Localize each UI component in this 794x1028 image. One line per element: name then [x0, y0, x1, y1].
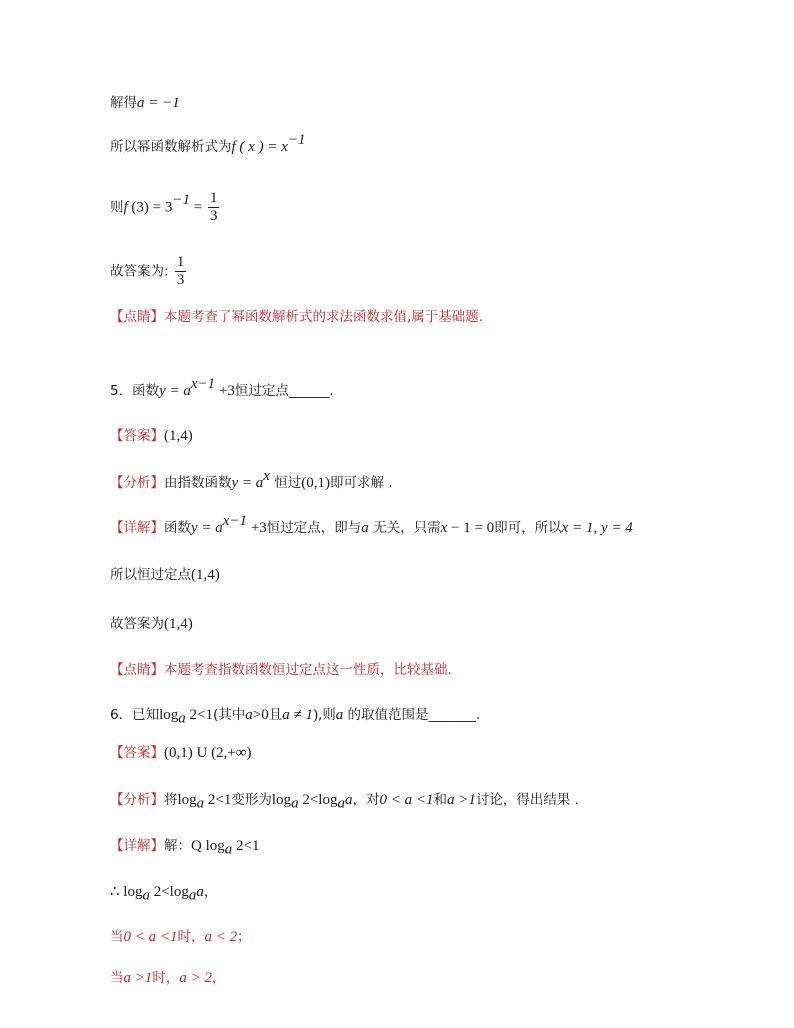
math-expression: log	[177, 792, 197, 808]
math-expression: f	[123, 199, 128, 216]
text-span: 所以幂函数解析式为	[110, 139, 232, 155]
section-label: 【答案】	[110, 428, 164, 444]
math-expression: (0,1)	[301, 475, 330, 491]
text-span: 当	[110, 970, 124, 986]
math-expression: y = a	[231, 475, 264, 491]
text-line-l5	[110, 307, 483, 327]
subscript: a	[178, 710, 186, 727]
superscript: x−1	[222, 512, 248, 529]
text-line-l1	[110, 93, 180, 113]
text-line-l14	[110, 743, 251, 763]
fraction-numerator: 1	[176, 254, 185, 270]
superscript: x	[263, 467, 270, 484]
math-expression: a	[361, 520, 369, 536]
text-span: 即可求解 .	[330, 475, 393, 491]
math-expression: x = 1, y = 4	[561, 520, 633, 536]
math-expression: 2<1	[232, 838, 260, 854]
text-span: ，对	[352, 792, 380, 808]
text-span: 【点睛】本题考查了幂函数解析式的求法函数求值,属于基础题.	[110, 309, 484, 325]
text-span: 讨论，得出结果 .	[475, 792, 579, 808]
math-expression: a ≠ 1	[282, 707, 313, 723]
math-expression: − 1 = 0	[447, 520, 495, 536]
text-line-l7	[110, 426, 193, 446]
text-line-l6	[110, 375, 334, 401]
text-span: 【点睛】本题考查指数函数恒过定点这一性质，比较基础.	[110, 662, 452, 678]
math-expression: a < 2	[204, 929, 238, 945]
math-expression: +3	[247, 520, 267, 536]
text-line-l15	[110, 790, 579, 810]
math-expression: log	[271, 792, 292, 808]
section-label: 【详解】	[110, 838, 164, 854]
text-line-l19	[110, 968, 226, 988]
subscript: a	[337, 795, 345, 812]
text-span: 函数	[164, 520, 191, 536]
math-expression: a >1	[446, 792, 476, 808]
text-line-l16	[110, 836, 259, 856]
text-line-l10	[110, 565, 220, 585]
text-span: 时，	[177, 929, 205, 945]
fraction-denominator: 3	[209, 208, 218, 224]
subscript: a	[188, 887, 197, 904]
text-span: ；	[237, 929, 251, 945]
fraction	[175, 254, 187, 289]
superscript: x−1	[190, 375, 216, 392]
math-expression: log	[159, 707, 179, 723]
math-expression: a	[335, 707, 344, 723]
fraction-numerator: 1	[209, 190, 218, 206]
text-span: 6．已知	[110, 707, 160, 723]
math-expression: x	[440, 520, 448, 536]
math-expression: y = a	[159, 383, 191, 399]
math-expression: =	[190, 199, 206, 216]
math-expression: (3) = 3	[127, 199, 173, 216]
text-line-l9	[110, 512, 633, 538]
text-span: ，	[212, 970, 226, 986]
text-span: 当	[110, 929, 124, 945]
math-expression: Q log	[191, 838, 225, 854]
section-label: 【分析】	[110, 475, 164, 491]
text-span: 解得	[110, 95, 137, 111]
text-span: (其中	[212, 707, 246, 723]
text-span: 时，	[152, 970, 180, 986]
math-expression: y = a	[191, 520, 223, 536]
text-span: ______.	[288, 383, 334, 399]
text-line-l11	[110, 614, 193, 634]
text-span: ，	[203, 884, 218, 900]
math-expression: (1,4)	[164, 616, 193, 632]
text-line-l4	[110, 254, 188, 289]
text-span: 恒过	[269, 475, 302, 491]
subscript: a	[142, 887, 150, 904]
math-expression: +3	[215, 383, 235, 399]
math-expression: 0 < a <1	[123, 929, 178, 945]
text-span: 恒过定点	[234, 383, 289, 399]
math-expression: a	[344, 792, 353, 808]
math-expression: a >1	[123, 970, 153, 986]
fraction	[208, 190, 220, 225]
text-span: 的取值范围是	[343, 707, 429, 723]
text-span: 将	[164, 792, 178, 808]
section-label: 【答案】	[110, 745, 164, 761]
text-span: 变形为	[231, 792, 272, 808]
math-expression: a > 2	[179, 970, 212, 986]
text-line-l12	[110, 660, 452, 680]
text-span: 故答案为:	[110, 263, 173, 280]
text-line-l17	[110, 882, 217, 902]
text-span: 所以恒过定点	[110, 567, 191, 583]
math-expression: a	[196, 884, 204, 900]
math-expression: 2<1	[185, 707, 213, 723]
text-line-l8	[110, 467, 393, 493]
text-line-l2	[110, 131, 306, 157]
text-span: 5．函数	[110, 383, 160, 399]
superscript: −1	[287, 131, 306, 148]
text-span: 则	[110, 199, 124, 216]
math-expression: 2<1	[204, 792, 232, 808]
text-span: 即可，所以	[494, 520, 562, 536]
text-span: 由指数函数	[164, 475, 232, 491]
text-span: _______.	[428, 707, 481, 723]
math-expression: 2<log	[298, 792, 338, 808]
text-line-l3	[110, 190, 221, 225]
math-expression: 0 < a <1	[379, 792, 434, 808]
superscript: −1	[172, 192, 190, 208]
math-expression: >0	[252, 707, 269, 723]
text-span: 无关，只需	[368, 520, 441, 536]
text-span: 和	[433, 792, 447, 808]
subscript: a	[291, 795, 299, 812]
math-expression: (1,4)	[191, 567, 220, 583]
math-expression: f ( x ) = x	[231, 139, 288, 155]
text-span: 故答案为	[110, 616, 164, 632]
math-expression: 2<log	[149, 884, 189, 900]
subscript: a	[196, 795, 205, 812]
math-expression: (0,1) U (2,+∞)	[164, 745, 252, 761]
math-expression: )	[312, 707, 318, 723]
fraction-denominator: 3	[176, 272, 185, 288]
text-span: 恒过定点，即与	[266, 520, 362, 536]
math-expression: a = −1	[137, 95, 180, 111]
text-span: 且	[268, 707, 283, 723]
math-expression: a	[245, 707, 253, 723]
subscript: a	[224, 841, 233, 858]
math-expression: ∴ log	[110, 884, 143, 900]
section-label: 【详解】	[110, 520, 164, 536]
math-expression: (1,4)	[164, 428, 193, 444]
section-label: 【分析】	[110, 792, 164, 808]
text-span: 解：	[164, 838, 191, 854]
text-span: ,则	[317, 707, 336, 723]
text-line-l13	[110, 705, 480, 725]
text-line-l18	[110, 927, 251, 947]
